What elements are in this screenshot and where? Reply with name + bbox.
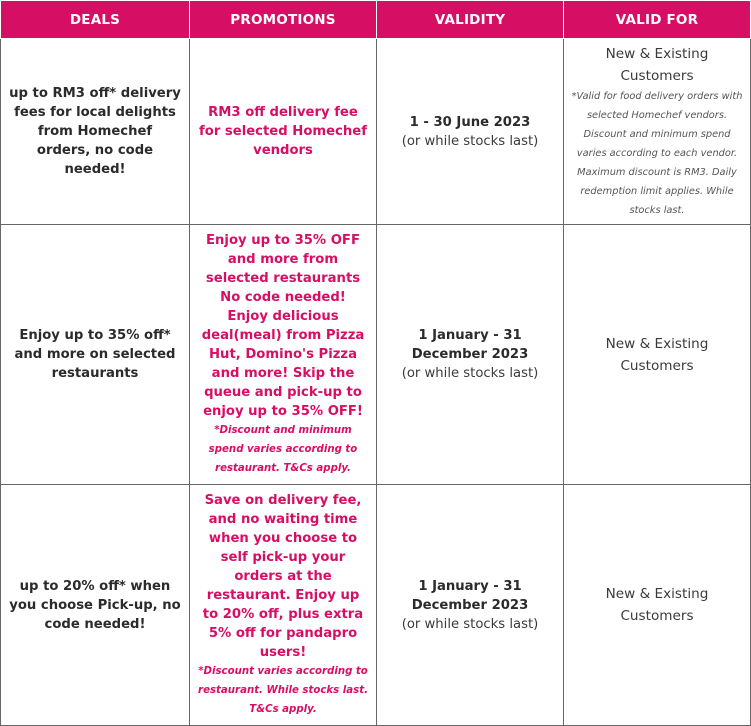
validity-cell bbox=[377, 39, 564, 225]
valid-for-text: New & Existing Customers bbox=[605, 46, 709, 84]
valid-for-text: New & Existing Customers bbox=[605, 586, 709, 624]
valid-for-cell bbox=[564, 39, 751, 225]
valid-for-note: *Valid for food delivery orders with selected Homechef vendors. Discount and minimum spend varies according to each vendor. Maximum discount is RM3. Daily redemption limit applies. While stocks last. bbox=[571, 91, 743, 216]
table-row bbox=[1, 225, 751, 485]
validity-cell bbox=[377, 225, 564, 485]
deal-cell bbox=[1, 485, 190, 726]
promotion-text: RM3 off delivery fee for selected Homechef vendors bbox=[199, 105, 367, 158]
validity-extra: (or while stocks last) bbox=[401, 366, 539, 381]
deal-text: up to RM3 off* delivery fees for local delights from Homechef orders, no code needed! bbox=[9, 86, 181, 177]
deal-cell bbox=[1, 39, 190, 225]
header-deals: DEALS bbox=[1, 1, 190, 39]
promotion-cell bbox=[190, 225, 377, 485]
validity-cell bbox=[377, 485, 564, 726]
deal-cell bbox=[1, 225, 190, 485]
valid-for-cell bbox=[564, 225, 751, 485]
header-promotions: PROMOTIONS bbox=[190, 1, 377, 39]
promotion-text: Save on delivery fee, and no waiting time when you choose to self pick-up your orders at the restaurant. Enjoy up to 20% off, plus extra 5% off for pandapro users! bbox=[202, 493, 364, 660]
valid-for-cell bbox=[564, 485, 751, 726]
promotion-note: *Discount and minimum spend varies according to restaurant. T&Cs apply. bbox=[208, 425, 358, 474]
valid-for-text: New & Existing Customers bbox=[605, 335, 709, 374]
validity-extra: (or while stocks last) bbox=[401, 616, 539, 632]
promotion-note: *Discount varies according to restaurant. While stocks last. T&Cs apply. bbox=[198, 666, 368, 715]
promotion-cell bbox=[190, 485, 377, 726]
table-row bbox=[1, 485, 751, 726]
promotion-cell bbox=[190, 39, 377, 225]
table-header bbox=[1, 1, 751, 39]
validity-extra: (or while stocks last) bbox=[401, 133, 539, 149]
deal-text: up to 20% off* when you choose Pick-up, no code needed! bbox=[9, 578, 181, 632]
deal-text: Enjoy up to 35% off* and more on selected restaurants bbox=[14, 328, 176, 381]
table-row bbox=[1, 39, 751, 225]
promotion-text: Enjoy up to 35% OFF and more from selected restaurants No code needed! Enjoy delicious deal(meal) from Pizza Hut, Domino's Pizza and more! Skip the queue and pick-up to enjoy up to 35% OFF! bbox=[201, 233, 365, 419]
validity-dates: 1 January - 31 December 2023 bbox=[411, 328, 529, 362]
validity-dates: 1 January - 31 December 2023 bbox=[411, 578, 529, 613]
header-validity: VALIDITY bbox=[377, 1, 564, 39]
header-valid-for: VALID FOR bbox=[564, 1, 751, 39]
validity-dates: 1 - 30 June 2023 bbox=[409, 114, 531, 130]
header-row bbox=[1, 1, 751, 39]
